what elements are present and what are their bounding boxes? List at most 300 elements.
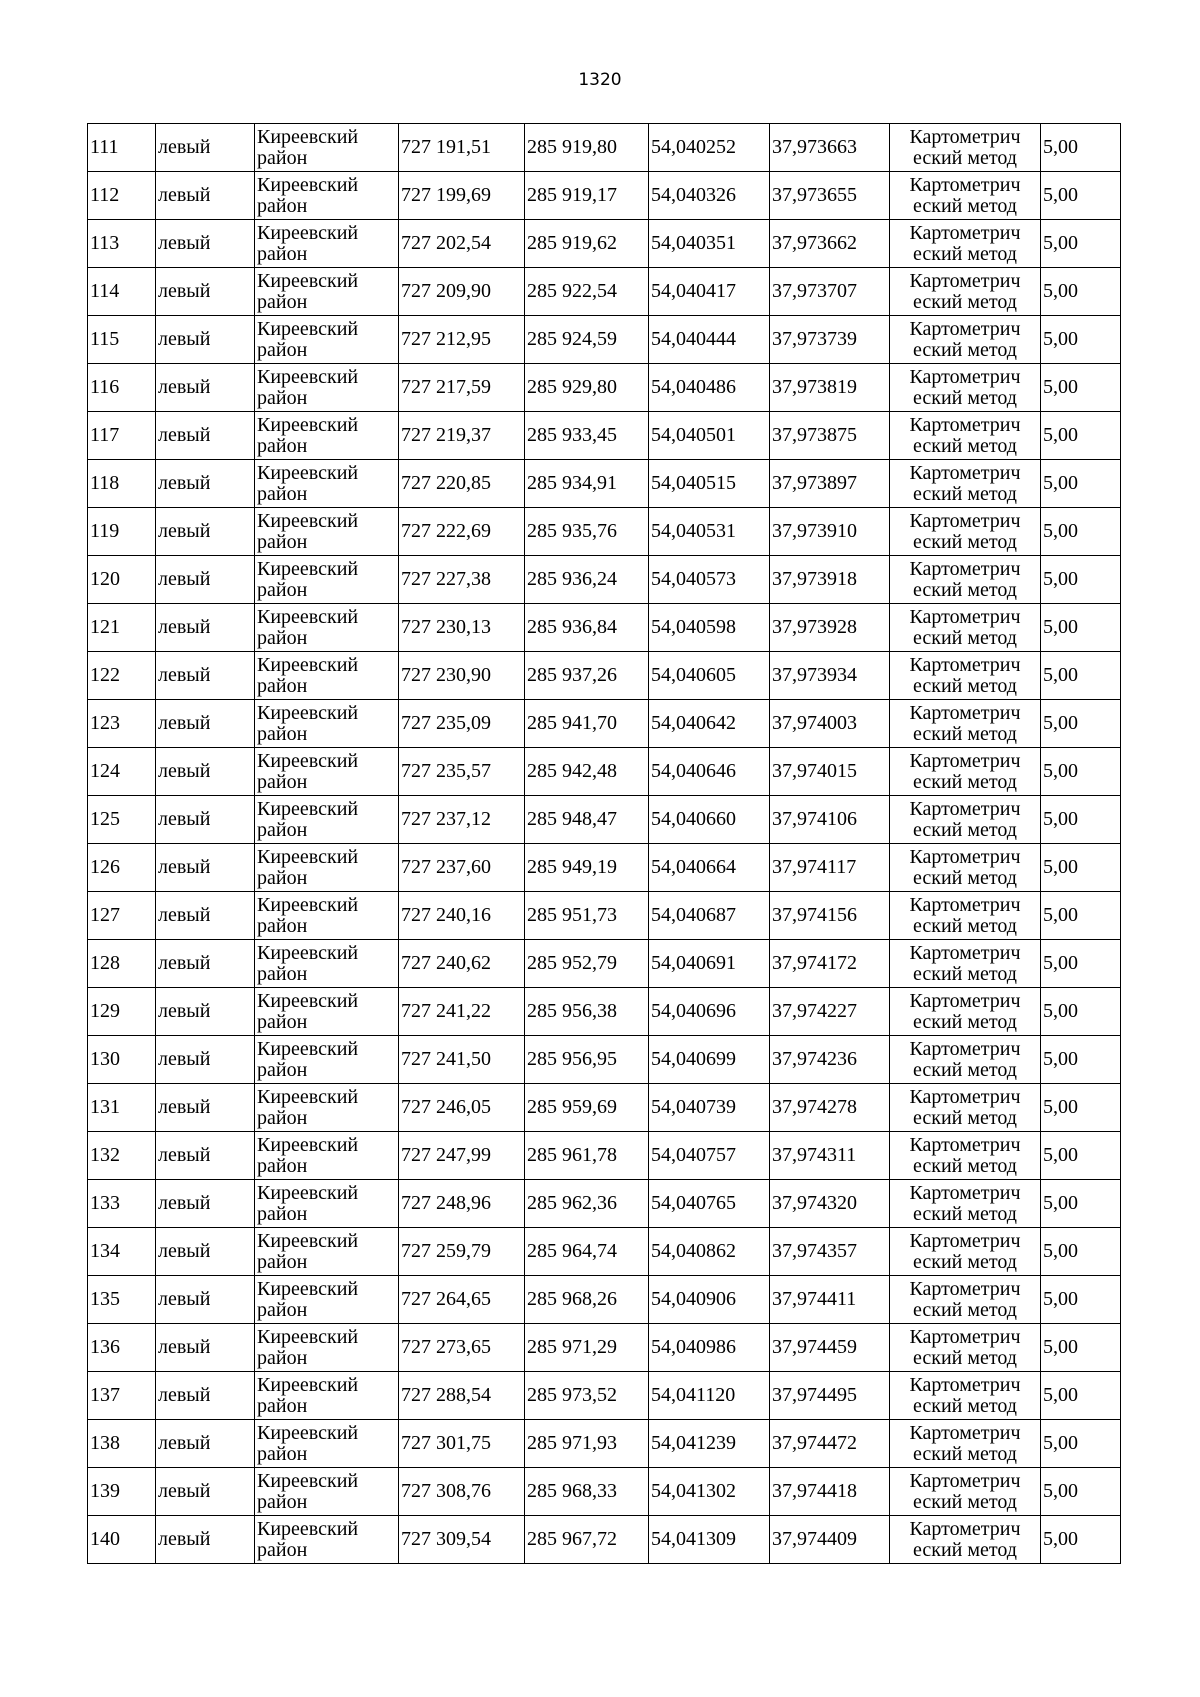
point-number-cell: 140 — [88, 1516, 156, 1564]
method-cell: Картометрич еский метод — [890, 988, 1041, 1036]
latitude-cell: 54,040444 — [649, 316, 770, 364]
y-coordinate-cell: 285 951,73 — [525, 892, 649, 940]
x-coordinate-cell: 727 235,09 — [399, 700, 525, 748]
accuracy-cell: 5,00 — [1041, 844, 1121, 892]
longitude-cell: 37,973707 — [770, 268, 890, 316]
latitude-cell: 54,040646 — [649, 748, 770, 796]
longitude-cell: 37,974459 — [770, 1324, 890, 1372]
x-coordinate-cell: 727 259,79 — [399, 1228, 525, 1276]
side-cell: левый — [156, 604, 255, 652]
district-cell: Киреевский район — [255, 556, 399, 604]
longitude-cell: 37,973819 — [770, 364, 890, 412]
district-cell: Киреевский район — [255, 220, 399, 268]
y-coordinate-cell: 285 936,24 — [525, 556, 649, 604]
y-coordinate-cell: 285 968,33 — [525, 1468, 649, 1516]
table-row — [88, 316, 1121, 364]
x-coordinate-cell: 727 219,37 — [399, 412, 525, 460]
longitude-cell: 37,973663 — [770, 124, 890, 172]
table-row — [88, 700, 1121, 748]
x-coordinate-cell: 727 230,90 — [399, 652, 525, 700]
accuracy-cell: 5,00 — [1041, 556, 1121, 604]
longitude-cell: 37,973875 — [770, 412, 890, 460]
x-coordinate-cell: 727 227,38 — [399, 556, 525, 604]
longitude-cell: 37,973928 — [770, 604, 890, 652]
table-row — [88, 1468, 1121, 1516]
y-coordinate-cell: 285 929,80 — [525, 364, 649, 412]
side-cell: левый — [156, 988, 255, 1036]
latitude-cell: 54,041120 — [649, 1372, 770, 1420]
latitude-cell: 54,041302 — [649, 1468, 770, 1516]
x-coordinate-cell: 727 220,85 — [399, 460, 525, 508]
accuracy-cell: 5,00 — [1041, 268, 1121, 316]
point-number-cell: 119 — [88, 508, 156, 556]
point-number-cell: 133 — [88, 1180, 156, 1228]
longitude-cell: 37,973662 — [770, 220, 890, 268]
accuracy-cell: 5,00 — [1041, 460, 1121, 508]
point-number-cell: 116 — [88, 364, 156, 412]
x-coordinate-cell: 727 217,59 — [399, 364, 525, 412]
point-number-cell: 114 — [88, 268, 156, 316]
point-number-cell: 134 — [88, 1228, 156, 1276]
district-cell: Киреевский район — [255, 844, 399, 892]
side-cell: левый — [156, 700, 255, 748]
district-cell: Киреевский район — [255, 1468, 399, 1516]
district-cell: Киреевский район — [255, 748, 399, 796]
y-coordinate-cell: 285 919,80 — [525, 124, 649, 172]
y-coordinate-cell: 285 967,72 — [525, 1516, 649, 1564]
method-cell: Картометрич еский метод — [890, 1132, 1041, 1180]
latitude-cell: 54,040515 — [649, 460, 770, 508]
district-cell: Киреевский район — [255, 796, 399, 844]
latitude-cell: 54,041239 — [649, 1420, 770, 1468]
side-cell: левый — [156, 940, 255, 988]
latitude-cell: 54,040573 — [649, 556, 770, 604]
method-cell: Картометрич еский метод — [890, 124, 1041, 172]
longitude-cell: 37,974409 — [770, 1516, 890, 1564]
y-coordinate-cell: 285 964,74 — [525, 1228, 649, 1276]
district-cell: Киреевский район — [255, 1420, 399, 1468]
accuracy-cell: 5,00 — [1041, 1228, 1121, 1276]
point-number-cell: 120 — [88, 556, 156, 604]
longitude-cell: 37,974472 — [770, 1420, 890, 1468]
y-coordinate-cell: 285 935,76 — [525, 508, 649, 556]
method-cell: Картометрич еский метод — [890, 316, 1041, 364]
method-cell: Картометрич еский метод — [890, 364, 1041, 412]
table-row — [88, 1036, 1121, 1084]
latitude-cell: 54,040739 — [649, 1084, 770, 1132]
table-row — [88, 508, 1121, 556]
point-number-cell: 132 — [88, 1132, 156, 1180]
district-cell: Киреевский район — [255, 124, 399, 172]
table-row — [88, 412, 1121, 460]
district-cell: Киреевский район — [255, 1276, 399, 1324]
y-coordinate-cell: 285 924,59 — [525, 316, 649, 364]
method-cell: Картометрич еский метод — [890, 1180, 1041, 1228]
longitude-cell: 37,974311 — [770, 1132, 890, 1180]
x-coordinate-cell: 727 273,65 — [399, 1324, 525, 1372]
point-number-cell: 137 — [88, 1372, 156, 1420]
table-row — [88, 124, 1121, 172]
table-row — [88, 220, 1121, 268]
district-cell: Киреевский район — [255, 940, 399, 988]
method-cell: Картометрич еский метод — [890, 460, 1041, 508]
table-body — [88, 124, 1121, 1564]
district-cell: Киреевский район — [255, 988, 399, 1036]
y-coordinate-cell: 285 949,19 — [525, 844, 649, 892]
latitude-cell: 54,040699 — [649, 1036, 770, 1084]
y-coordinate-cell: 285 934,91 — [525, 460, 649, 508]
table-row — [88, 556, 1121, 604]
point-number-cell: 115 — [88, 316, 156, 364]
y-coordinate-cell: 285 962,36 — [525, 1180, 649, 1228]
longitude-cell: 37,974156 — [770, 892, 890, 940]
method-cell: Картометрич еский метод — [890, 892, 1041, 940]
district-cell: Киреевский район — [255, 1036, 399, 1084]
x-coordinate-cell: 727 240,62 — [399, 940, 525, 988]
accuracy-cell: 5,00 — [1041, 1132, 1121, 1180]
district-cell: Киреевский район — [255, 460, 399, 508]
table-row — [88, 1372, 1121, 1420]
point-number-cell: 121 — [88, 604, 156, 652]
x-coordinate-cell: 727 248,96 — [399, 1180, 525, 1228]
x-coordinate-cell: 727 288,54 — [399, 1372, 525, 1420]
side-cell: левый — [156, 172, 255, 220]
district-cell: Киреевский район — [255, 1228, 399, 1276]
side-cell: левый — [156, 1372, 255, 1420]
accuracy-cell: 5,00 — [1041, 988, 1121, 1036]
method-cell: Картометрич еский метод — [890, 604, 1041, 652]
point-number-cell: 111 — [88, 124, 156, 172]
accuracy-cell: 5,00 — [1041, 1084, 1121, 1132]
latitude-cell: 54,040660 — [649, 796, 770, 844]
point-number-cell: 113 — [88, 220, 156, 268]
point-number-cell: 118 — [88, 460, 156, 508]
longitude-cell: 37,974236 — [770, 1036, 890, 1084]
method-cell: Картометрич еский метод — [890, 1276, 1041, 1324]
y-coordinate-cell: 285 919,17 — [525, 172, 649, 220]
y-coordinate-cell: 285 971,29 — [525, 1324, 649, 1372]
latitude-cell: 54,041309 — [649, 1516, 770, 1564]
x-coordinate-cell: 727 241,22 — [399, 988, 525, 1036]
district-cell: Киреевский район — [255, 700, 399, 748]
accuracy-cell: 5,00 — [1041, 796, 1121, 844]
district-cell: Киреевский район — [255, 508, 399, 556]
method-cell: Картометрич еский метод — [890, 268, 1041, 316]
longitude-cell: 37,974357 — [770, 1228, 890, 1276]
point-number-cell: 130 — [88, 1036, 156, 1084]
y-coordinate-cell: 285 971,93 — [525, 1420, 649, 1468]
point-number-cell: 128 — [88, 940, 156, 988]
side-cell: левый — [156, 1132, 255, 1180]
longitude-cell: 37,974278 — [770, 1084, 890, 1132]
table-row — [88, 940, 1121, 988]
x-coordinate-cell: 727 241,50 — [399, 1036, 525, 1084]
latitude-cell: 54,040691 — [649, 940, 770, 988]
y-coordinate-cell: 285 941,70 — [525, 700, 649, 748]
table-row — [88, 1180, 1121, 1228]
longitude-cell: 37,974117 — [770, 844, 890, 892]
side-cell: левый — [156, 1468, 255, 1516]
accuracy-cell: 5,00 — [1041, 1276, 1121, 1324]
x-coordinate-cell: 727 246,05 — [399, 1084, 525, 1132]
district-cell: Киреевский район — [255, 268, 399, 316]
x-coordinate-cell: 727 309,54 — [399, 1516, 525, 1564]
method-cell: Картометрич еский метод — [890, 844, 1041, 892]
point-number-cell: 136 — [88, 1324, 156, 1372]
x-coordinate-cell: 727 247,99 — [399, 1132, 525, 1180]
x-coordinate-cell: 727 237,12 — [399, 796, 525, 844]
side-cell: левый — [156, 412, 255, 460]
method-cell: Картометрич еский метод — [890, 652, 1041, 700]
accuracy-cell: 5,00 — [1041, 124, 1121, 172]
accuracy-cell: 5,00 — [1041, 1036, 1121, 1084]
method-cell: Картометрич еский метод — [890, 508, 1041, 556]
district-cell: Киреевский район — [255, 652, 399, 700]
latitude-cell: 54,040531 — [649, 508, 770, 556]
y-coordinate-cell: 285 961,78 — [525, 1132, 649, 1180]
longitude-cell: 37,974411 — [770, 1276, 890, 1324]
method-cell: Картометрич еский метод — [890, 556, 1041, 604]
latitude-cell: 54,040862 — [649, 1228, 770, 1276]
table-row — [88, 988, 1121, 1036]
x-coordinate-cell: 727 308,76 — [399, 1468, 525, 1516]
latitude-cell: 54,040696 — [649, 988, 770, 1036]
longitude-cell: 37,974015 — [770, 748, 890, 796]
table-row — [88, 268, 1121, 316]
x-coordinate-cell: 727 237,60 — [399, 844, 525, 892]
side-cell: левый — [156, 124, 255, 172]
table-row — [88, 1516, 1121, 1564]
side-cell: левый — [156, 1036, 255, 1084]
x-coordinate-cell: 727 212,95 — [399, 316, 525, 364]
y-coordinate-cell: 285 936,84 — [525, 604, 649, 652]
accuracy-cell: 5,00 — [1041, 1180, 1121, 1228]
latitude-cell: 54,040757 — [649, 1132, 770, 1180]
latitude-cell: 54,040486 — [649, 364, 770, 412]
method-cell: Картометрич еский метод — [890, 1324, 1041, 1372]
method-cell: Картометрич еский метод — [890, 1036, 1041, 1084]
district-cell: Киреевский район — [255, 1132, 399, 1180]
point-number-cell: 126 — [88, 844, 156, 892]
accuracy-cell: 5,00 — [1041, 700, 1121, 748]
longitude-cell: 37,974172 — [770, 940, 890, 988]
side-cell: левый — [156, 1084, 255, 1132]
y-coordinate-cell: 285 968,26 — [525, 1276, 649, 1324]
district-cell: Киреевский район — [255, 1084, 399, 1132]
latitude-cell: 54,040664 — [649, 844, 770, 892]
accuracy-cell: 5,00 — [1041, 940, 1121, 988]
table-row — [88, 1228, 1121, 1276]
latitude-cell: 54,040765 — [649, 1180, 770, 1228]
side-cell: левый — [156, 844, 255, 892]
method-cell: Картометрич еский метод — [890, 940, 1041, 988]
point-number-cell: 139 — [88, 1468, 156, 1516]
district-cell: Киреевский район — [255, 1324, 399, 1372]
method-cell: Картометрич еский метод — [890, 1420, 1041, 1468]
latitude-cell: 54,040252 — [649, 124, 770, 172]
accuracy-cell: 5,00 — [1041, 748, 1121, 796]
y-coordinate-cell: 285 948,47 — [525, 796, 649, 844]
longitude-cell: 37,973655 — [770, 172, 890, 220]
longitude-cell: 37,973910 — [770, 508, 890, 556]
x-coordinate-cell: 727 199,69 — [399, 172, 525, 220]
y-coordinate-cell: 285 973,52 — [525, 1372, 649, 1420]
side-cell: левый — [156, 652, 255, 700]
method-cell: Картометрич еский метод — [890, 748, 1041, 796]
table-row — [88, 604, 1121, 652]
longitude-cell: 37,974227 — [770, 988, 890, 1036]
method-cell: Картометрич еский метод — [890, 1516, 1041, 1564]
latitude-cell: 54,040687 — [649, 892, 770, 940]
point-number-cell: 138 — [88, 1420, 156, 1468]
x-coordinate-cell: 727 202,54 — [399, 220, 525, 268]
side-cell: левый — [156, 1324, 255, 1372]
longitude-cell: 37,973739 — [770, 316, 890, 364]
accuracy-cell: 5,00 — [1041, 412, 1121, 460]
x-coordinate-cell: 727 222,69 — [399, 508, 525, 556]
point-number-cell: 112 — [88, 172, 156, 220]
accuracy-cell: 5,00 — [1041, 364, 1121, 412]
longitude-cell: 37,973918 — [770, 556, 890, 604]
y-coordinate-cell: 285 937,26 — [525, 652, 649, 700]
accuracy-cell: 5,00 — [1041, 892, 1121, 940]
table-row — [88, 1276, 1121, 1324]
table-row — [88, 652, 1121, 700]
method-cell: Картометрич еский метод — [890, 1468, 1041, 1516]
point-number-cell: 117 — [88, 412, 156, 460]
coordinates-table — [87, 123, 1121, 1564]
latitude-cell: 54,040598 — [649, 604, 770, 652]
table-row — [88, 892, 1121, 940]
method-cell: Картометрич еский метод — [890, 1084, 1041, 1132]
district-cell: Киреевский район — [255, 1516, 399, 1564]
longitude-cell: 37,974003 — [770, 700, 890, 748]
table-row — [88, 364, 1121, 412]
side-cell: левый — [156, 1228, 255, 1276]
y-coordinate-cell: 285 959,69 — [525, 1084, 649, 1132]
side-cell: левый — [156, 748, 255, 796]
longitude-cell: 37,974495 — [770, 1372, 890, 1420]
method-cell: Картометрич еский метод — [890, 172, 1041, 220]
latitude-cell: 54,040906 — [649, 1276, 770, 1324]
longitude-cell: 37,974418 — [770, 1468, 890, 1516]
x-coordinate-cell: 727 191,51 — [399, 124, 525, 172]
point-number-cell: 127 — [88, 892, 156, 940]
page-number: 1320 — [578, 70, 622, 90]
side-cell: левый — [156, 316, 255, 364]
point-number-cell: 124 — [88, 748, 156, 796]
accuracy-cell: 5,00 — [1041, 220, 1121, 268]
accuracy-cell: 5,00 — [1041, 508, 1121, 556]
district-cell: Киреевский район — [255, 604, 399, 652]
accuracy-cell: 5,00 — [1041, 1372, 1121, 1420]
district-cell: Киреевский район — [255, 1372, 399, 1420]
y-coordinate-cell: 285 956,95 — [525, 1036, 649, 1084]
accuracy-cell: 5,00 — [1041, 1468, 1121, 1516]
district-cell: Киреевский район — [255, 412, 399, 460]
side-cell: левый — [156, 796, 255, 844]
method-cell: Картометрич еский метод — [890, 700, 1041, 748]
table-row — [88, 796, 1121, 844]
y-coordinate-cell: 285 952,79 — [525, 940, 649, 988]
latitude-cell: 54,040642 — [649, 700, 770, 748]
y-coordinate-cell: 285 922,54 — [525, 268, 649, 316]
side-cell: левый — [156, 508, 255, 556]
side-cell: левый — [156, 1180, 255, 1228]
accuracy-cell: 5,00 — [1041, 316, 1121, 364]
point-number-cell: 125 — [88, 796, 156, 844]
latitude-cell: 54,040417 — [649, 268, 770, 316]
district-cell: Киреевский район — [255, 316, 399, 364]
method-cell: Картометрич еский метод — [890, 1372, 1041, 1420]
longitude-cell: 37,973897 — [770, 460, 890, 508]
point-number-cell: 135 — [88, 1276, 156, 1324]
longitude-cell: 37,973934 — [770, 652, 890, 700]
side-cell: левый — [156, 1420, 255, 1468]
side-cell: левый — [156, 556, 255, 604]
latitude-cell: 54,040605 — [649, 652, 770, 700]
district-cell: Киреевский район — [255, 364, 399, 412]
accuracy-cell: 5,00 — [1041, 604, 1121, 652]
side-cell: левый — [156, 364, 255, 412]
table-row — [88, 1324, 1121, 1372]
longitude-cell: 37,974106 — [770, 796, 890, 844]
method-cell: Картометрич еский метод — [890, 220, 1041, 268]
x-coordinate-cell: 727 230,13 — [399, 604, 525, 652]
point-number-cell: 123 — [88, 700, 156, 748]
accuracy-cell: 5,00 — [1041, 652, 1121, 700]
y-coordinate-cell: 285 956,38 — [525, 988, 649, 1036]
side-cell: левый — [156, 460, 255, 508]
x-coordinate-cell: 727 264,65 — [399, 1276, 525, 1324]
table-row — [88, 1132, 1121, 1180]
table-row — [88, 1084, 1121, 1132]
point-number-cell: 122 — [88, 652, 156, 700]
table-row — [88, 1420, 1121, 1468]
accuracy-cell: 5,00 — [1041, 1516, 1121, 1564]
x-coordinate-cell: 727 240,16 — [399, 892, 525, 940]
table-row — [88, 844, 1121, 892]
accuracy-cell: 5,00 — [1041, 172, 1121, 220]
method-cell: Картометрич еский метод — [890, 796, 1041, 844]
x-coordinate-cell: 727 235,57 — [399, 748, 525, 796]
latitude-cell: 54,040986 — [649, 1324, 770, 1372]
table-row — [88, 172, 1121, 220]
x-coordinate-cell: 727 301,75 — [399, 1420, 525, 1468]
district-cell: Киреевский район — [255, 172, 399, 220]
district-cell: Киреевский район — [255, 1180, 399, 1228]
y-coordinate-cell: 285 933,45 — [525, 412, 649, 460]
point-number-cell: 129 — [88, 988, 156, 1036]
table-row — [88, 748, 1121, 796]
method-cell: Картометрич еский метод — [890, 1228, 1041, 1276]
latitude-cell: 54,040326 — [649, 172, 770, 220]
side-cell: левый — [156, 1516, 255, 1564]
longitude-cell: 37,974320 — [770, 1180, 890, 1228]
side-cell: левый — [156, 220, 255, 268]
x-coordinate-cell: 727 209,90 — [399, 268, 525, 316]
point-number-cell: 131 — [88, 1084, 156, 1132]
y-coordinate-cell: 285 919,62 — [525, 220, 649, 268]
accuracy-cell: 5,00 — [1041, 1324, 1121, 1372]
side-cell: левый — [156, 892, 255, 940]
side-cell: левый — [156, 268, 255, 316]
table-row — [88, 460, 1121, 508]
latitude-cell: 54,040501 — [649, 412, 770, 460]
method-cell: Картометрич еский метод — [890, 412, 1041, 460]
y-coordinate-cell: 285 942,48 — [525, 748, 649, 796]
accuracy-cell: 5,00 — [1041, 1420, 1121, 1468]
